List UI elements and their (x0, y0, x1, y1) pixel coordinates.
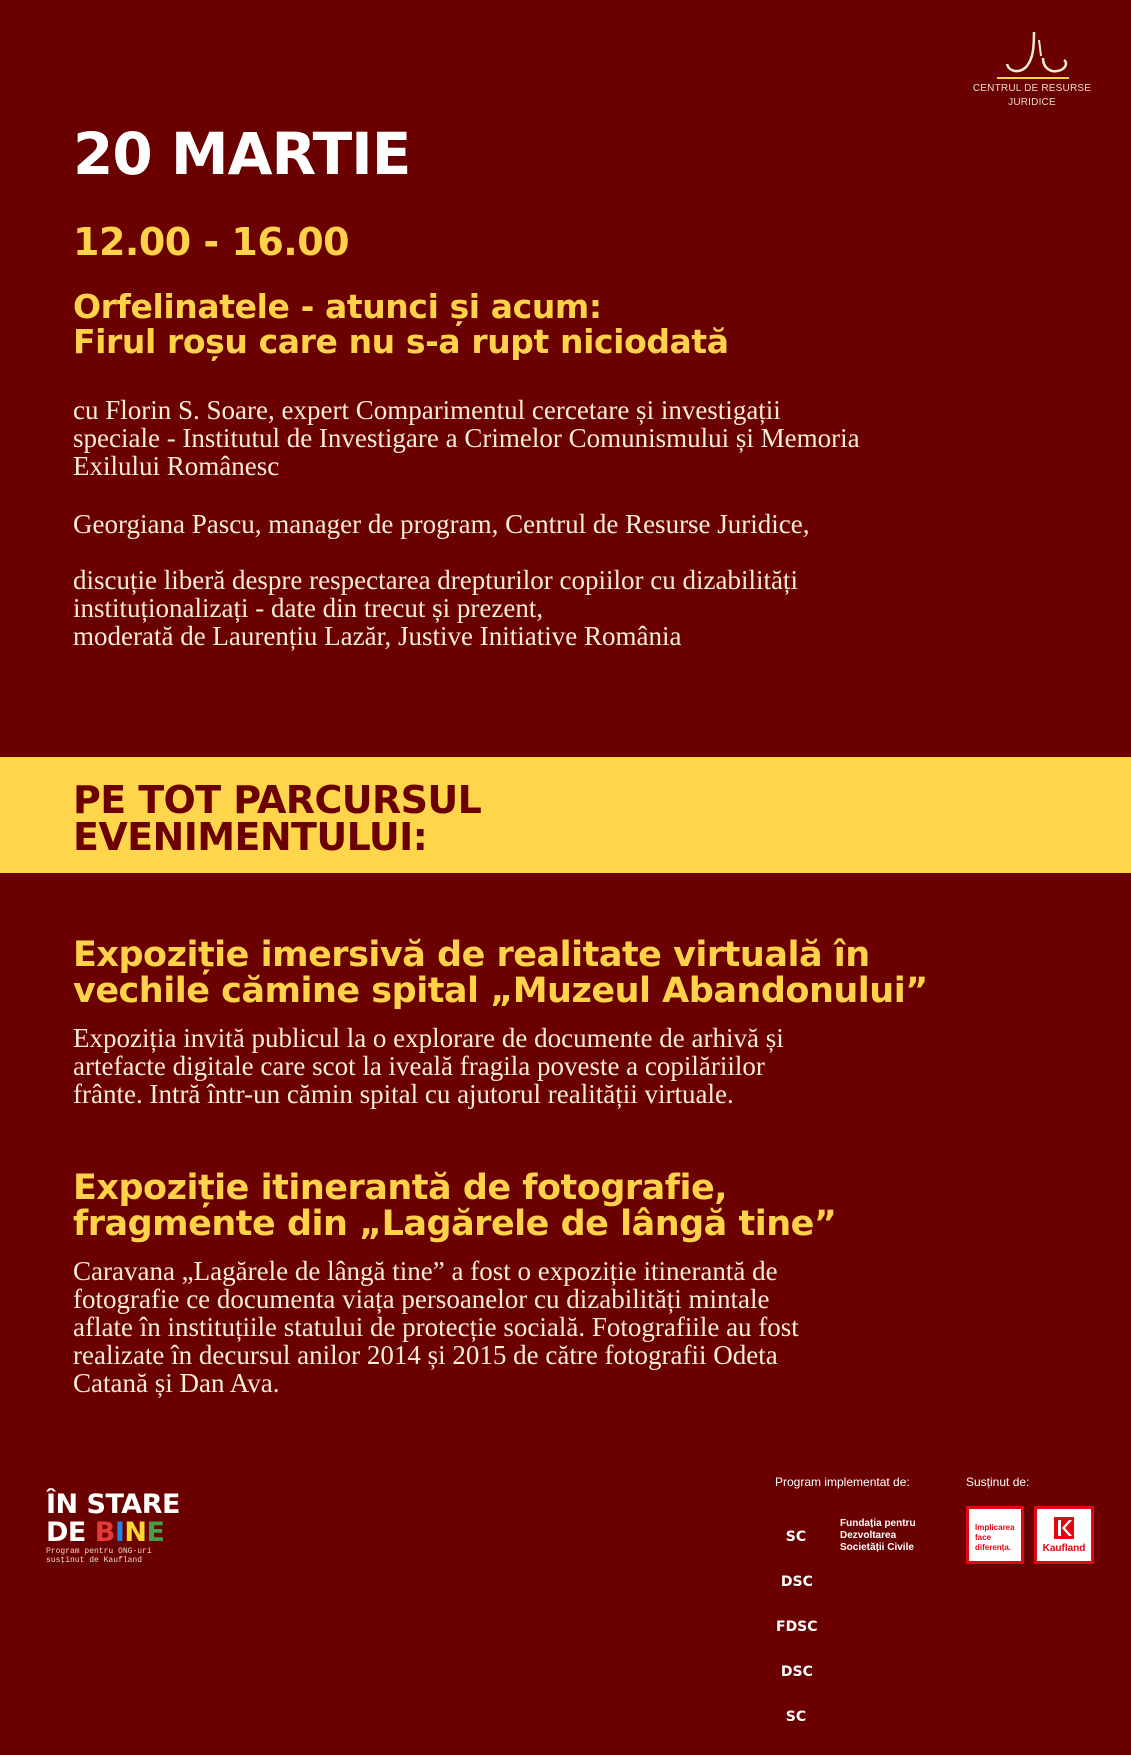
exhibition2-title (73, 1170, 1103, 1242)
crj-logo (967, 28, 1097, 110)
fdsc-name-line: Fundația pentru (840, 1518, 916, 1529)
kaufland-k-icon (1054, 1517, 1074, 1539)
speaker1-line: cu Florin S. Soare, expert Comparimentul cercetare și investigații (73, 395, 781, 425)
isb-bine-letter: N (124, 1517, 147, 1548)
crj-name-line2: JURIDICE (1008, 97, 1056, 108)
speaker1-paragraph (73, 396, 1073, 480)
fdsc-mark-line: SC (776, 1709, 807, 1725)
exhibition2-line: fotografie ce documenta viața persoanelor cu dizabilități mintale (73, 1284, 770, 1314)
exhibition2-line: realizate în decursul anilor 2014 și 2015 de către fotografii Odeta (73, 1340, 778, 1370)
implemented-by-label: Program implementat de: (775, 1475, 910, 1489)
fdsc-name (840, 1518, 916, 1554)
discussion-line: moderată de Laurențiu Lazăr, Justive Initiative România (73, 621, 682, 651)
isb-line2 (46, 1519, 186, 1547)
fdsc-name-line: Societății Civile (840, 1542, 914, 1553)
supported-by-label: Susținut de: (966, 1475, 1030, 1489)
speaker1-line: speciale - Institutul de Investigare a Crimelor Comunismului și Memoria (73, 423, 860, 453)
implicarea-badge (966, 1506, 1024, 1564)
exhibition1-line: artefacte digitale care scot la iveală fragila poveste a copilăriilor (73, 1051, 765, 1081)
discussion-paragraph (73, 566, 1073, 650)
exhibition2-title-line2: fragmente din „Lagărele de lângă tine” (73, 1204, 837, 1244)
exhibition1-line: Expoziția invită publicul la o explorare de documente de arhivă și (73, 1023, 784, 1053)
discussion-line: instituționalizați - date din trecut și prezent, (73, 593, 544, 623)
kaufland-logo (1034, 1506, 1094, 1564)
implicarea-line: Implicarea (975, 1523, 1015, 1532)
isb-de: DE (46, 1517, 95, 1548)
talk-title (73, 289, 1073, 359)
banner-title-line1: PE TOT PARCURSUL (73, 778, 482, 822)
fdsc-logo (776, 1500, 936, 1725)
banner-title-line2: EVENIMENTULUI: (73, 815, 428, 859)
fdsc-mark-line: SC (776, 1529, 807, 1545)
implicarea-text (975, 1523, 1015, 1553)
talk-title-line1: Orfelinatele - atunci și acum: (73, 287, 602, 326)
talk-title-line2: Firul roșu care nu s-a rupt niciodată (73, 322, 729, 361)
exhibition1-title-line2: vechile cămine spital „Muzeul Abandonului” (73, 971, 928, 1011)
crj-monogram-icon (987, 28, 1077, 82)
in-stare-de-bine-logo (46, 1491, 186, 1565)
isb-bine-letter: I (114, 1517, 125, 1548)
discussion-line: discuție liberă despre respectarea drepturilor copiilor cu dizabilități (73, 565, 798, 595)
exhibition2-line: aflate în instituțiile statului de protecție socială. Fotografiile au fost (73, 1312, 799, 1342)
exhibition1-description (73, 1024, 1073, 1108)
event-time: 12.00 - 16.00 (73, 220, 350, 264)
implicarea-line: diferența. (975, 1543, 1012, 1552)
exhibition2-line: Catană și Dan Ava. (73, 1368, 280, 1398)
fdsc-name-line: Dezvoltarea (840, 1530, 897, 1541)
speaker1-line: Exilului Românesc (73, 451, 280, 481)
exhibition2-line: Caravana „Lagărele de lângă tine” a fost o expoziție itinerantă de (73, 1256, 778, 1286)
fdsc-mark-line: FDSC (776, 1619, 818, 1635)
exhibition2-description (73, 1257, 1073, 1397)
kaufland-wordmark: Kaufland (1042, 1543, 1086, 1554)
event-date: 20 MARTIE (73, 120, 411, 188)
isb-bine-letter: B (94, 1517, 115, 1548)
isb-bine-letter: E (146, 1517, 165, 1548)
speaker2-line: Georgiana Pascu, manager de program, Centrul de Resurse Juridice, (73, 509, 810, 539)
exhibition1-line: frânte. Intră într-un cămin spital cu ajutorul realității virtuale. (73, 1079, 734, 1109)
exhibition2-title-line1: Expoziție itinerantă de fotografie, (73, 1168, 728, 1208)
isb-bine (95, 1517, 165, 1548)
isb-sub-line1: Program pentru ONG-uri (46, 1547, 152, 1556)
speaker2-paragraph (73, 510, 1073, 538)
fdsc-mark (776, 1500, 818, 1755)
implicarea-line: face (975, 1533, 992, 1542)
banner-title (73, 778, 482, 859)
isb-sub-line2: susținut de Kaufland (46, 1556, 143, 1565)
fdsc-mark-line: DSC (776, 1664, 813, 1680)
exhibition1-title (73, 937, 1103, 1009)
exhibition1-title-line1: Expoziție imersivă de realitate virtuală în (73, 935, 870, 975)
isb-line1: ÎN STARE (46, 1489, 180, 1520)
crj-name-line1: CENTRUL DE RESURSE (972, 83, 1092, 94)
fdsc-mark-line: DSC (776, 1574, 813, 1590)
